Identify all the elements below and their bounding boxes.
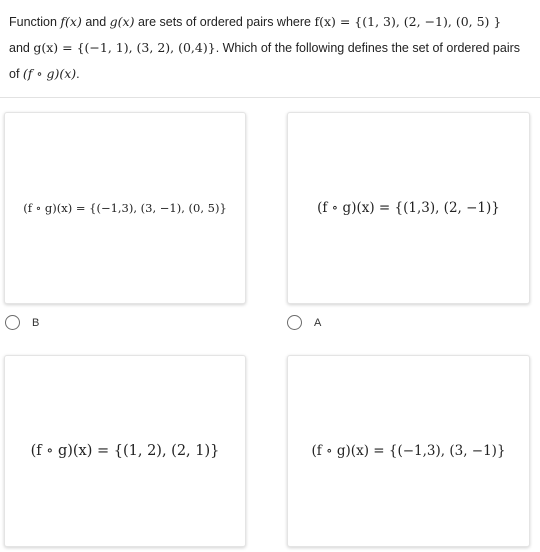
question-text-segment: Function [9,15,61,29]
question-text-segment: of [9,67,23,81]
answer-card-d[interactable] [287,355,530,547]
function-g-notation: g(x) [109,14,135,29]
function-f-notation: f(x) [60,14,82,29]
answer-card-b[interactable] [4,112,246,304]
question-line-2 [9,35,531,61]
function-g-definition: g(x) = {(−1, 1), (3, 2), (0,4)} [33,40,216,55]
answer-card-c[interactable] [4,355,246,547]
composition-notation: (f ∘ g)(x) [22,66,77,81]
answer-card-a[interactable] [287,112,530,304]
radio-label-b: B [32,316,40,329]
question-divider [0,97,540,98]
question-text [9,9,531,87]
answer-option-b[interactable] [5,315,39,330]
answer-option-a[interactable] [287,315,321,330]
question-text-segment: and [81,15,110,29]
question-text-segment: and [9,41,34,55]
radio-button-b[interactable] [5,315,20,330]
question-text-segment: are sets of ordered pairs where [134,15,315,29]
answer-expression-a: (f ∘ g)(x) = {(1,3), (2, −1)} [317,200,500,216]
radio-label-a: A [314,316,322,329]
function-f-definition: f(x) = {(1, 3), (2, −1), (0, 5) } [314,14,502,29]
question-text-segment: . [76,67,80,81]
answer-expression-b: (f ∘ g)(x) = {(−1,3), (3, −1), (0, 5)} [23,201,227,215]
question-text-segment: . Which of the following defines the set of ordered pairs [215,41,521,55]
answer-expression-c: (f ∘ g)(x) = {(1, 2), (2, 1)} [30,443,220,459]
question-line-1 [9,9,531,35]
answer-expression-d: (f ∘ g)(x) = {(−1,3), (3, −1)} [311,443,506,459]
question-line-3 [9,61,531,87]
radio-button-a[interactable] [287,315,302,330]
